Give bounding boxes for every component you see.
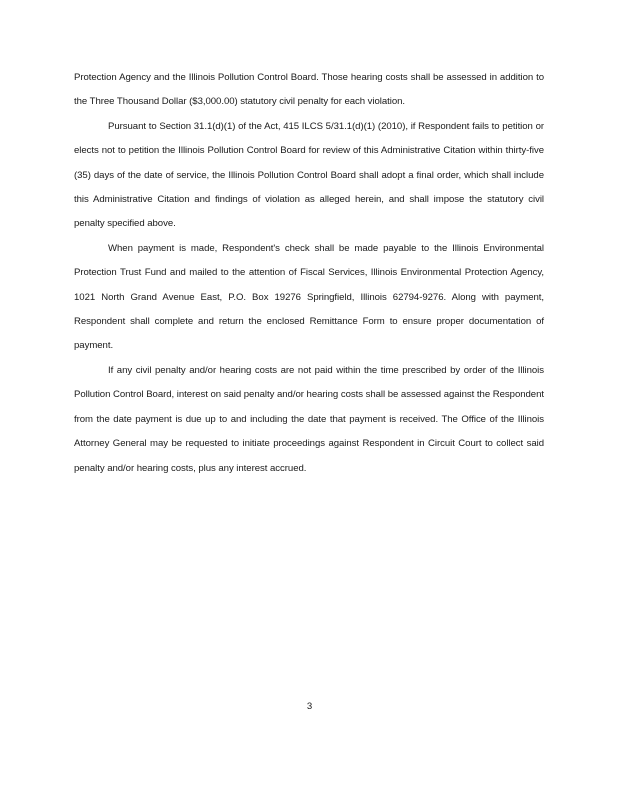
paragraph-hearing-costs: Protection Agency and the Illinois Pollution Control Board. Those hearing costs shall be assessed in addition to the Three Thousand Dollar ($3,000.00) statutory civil penalty for each violation.: [74, 72, 544, 108]
page-number: 3: [306, 701, 313, 712]
document-body: [74, 66, 544, 481]
paragraph-section-31-1: Pursuant to Section 31.1(d)(1) of the Act, 415 ILCS 5/31.1(d)(1) (2010), if Respondent fails to petition or elects not to petition the Illinois Pollution Control Board for review of this Administrative Citation within thirty-five (35) days of the date of service, the Illinois Pollution Control Board shall adopt a final order, which shall include this Administrative Citation and findings of violation as alleged herein, and shall impose the statutory civil penalty specified above.: [74, 120, 544, 230]
paragraph-payment-instructions: When payment is made, Respondent's check shall be made payable to the Illinois Environmental Protection Trust Fund and mailed to the attention of Fiscal Services, Illinois Environmental Protection Agency, 1021 North Grand Avenue East, P.O. Box 19276 Springfield, Illinois 62794-9276. Along with payment, Respondent shall complete and return the enclosed Remittance Form to ensure proper documentation of payment.: [74, 242, 544, 352]
paragraph-unpaid-penalty: If any civil penalty and/or hearing costs are not paid within the time prescribed by order of the Illinois Pollution Control Board, interest on said penalty and/or hearing costs shall be assessed against the Respondent from the date payment is due up to and including the date that payment is received. The Office of the Illinois Attorney General may be requested to initiate proceedings against Respondent in Circuit Court to collect said penalty and/or hearing costs, plus any interest accrued.: [74, 364, 544, 474]
